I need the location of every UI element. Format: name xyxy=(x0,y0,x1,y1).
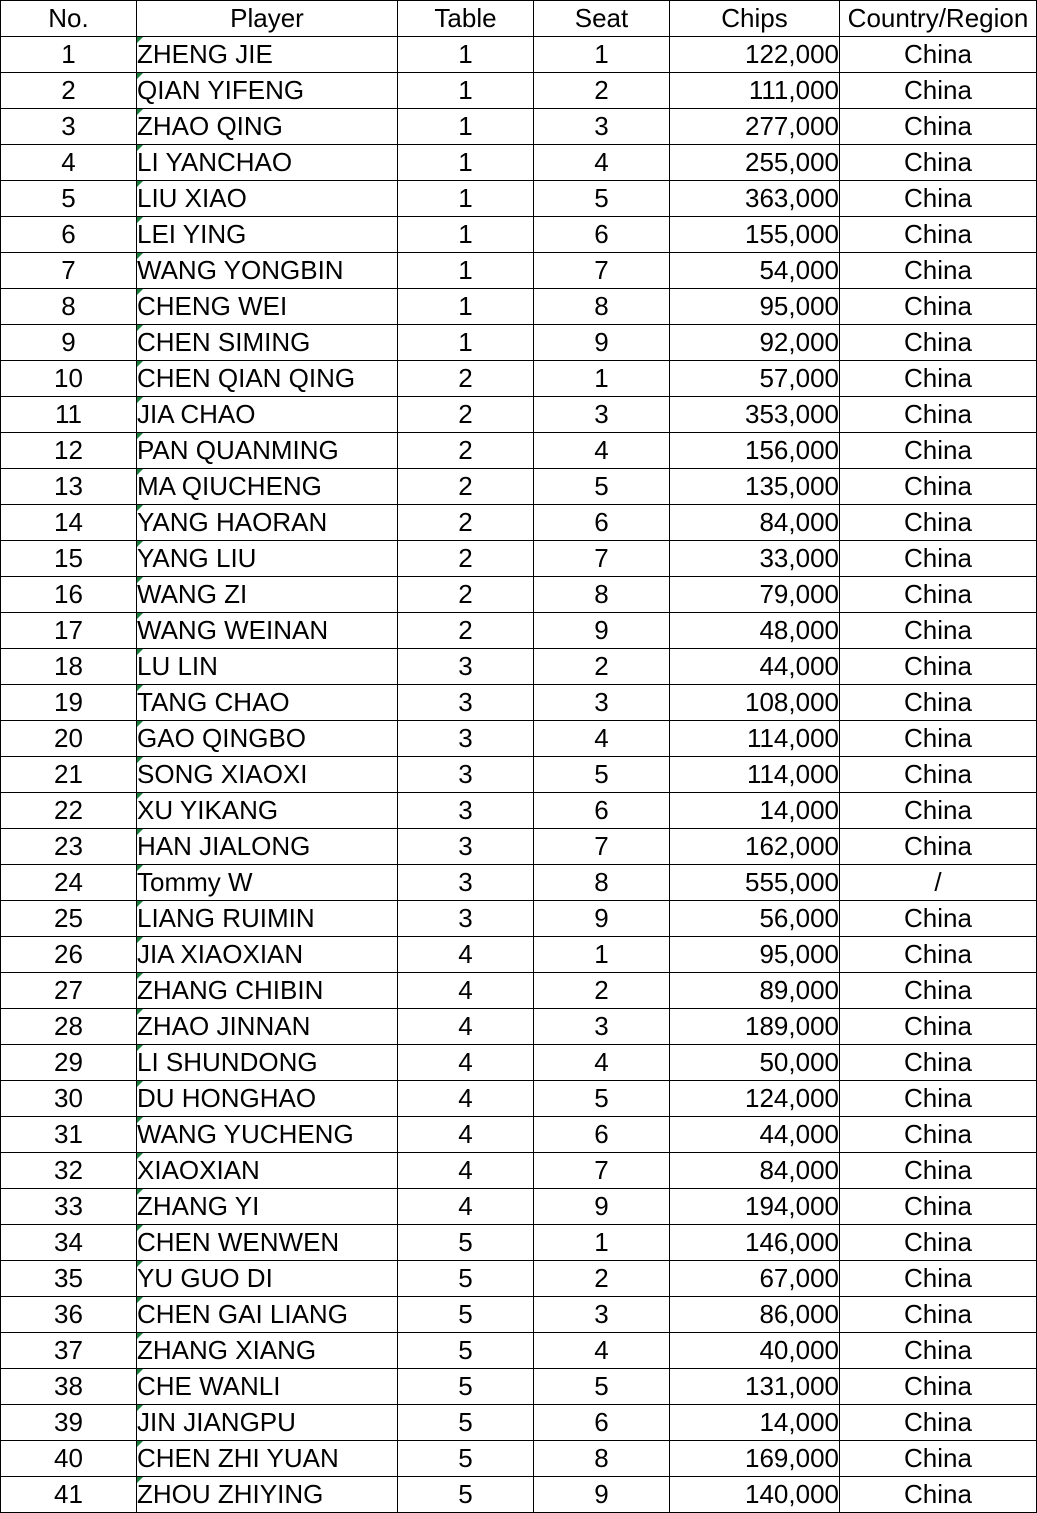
cell-no[interactable]: 34 xyxy=(1,1225,137,1261)
cell-country[interactable]: China xyxy=(840,361,1037,397)
cell-chips[interactable]: 555,000 xyxy=(670,865,840,901)
cell-no[interactable]: 23 xyxy=(1,829,137,865)
cell-country[interactable]: China xyxy=(840,1225,1037,1261)
cell-player[interactable]: JIA CHAO xyxy=(137,397,398,433)
cell-no[interactable]: 25 xyxy=(1,901,137,937)
cell-chips[interactable]: 44,000 xyxy=(670,1117,840,1153)
cell-seat[interactable]: 7 xyxy=(534,253,670,289)
cell-table[interactable]: 3 xyxy=(398,649,534,685)
cell-country[interactable]: China xyxy=(840,973,1037,1009)
cell-no[interactable]: 24 xyxy=(1,865,137,901)
cell-country[interactable]: China xyxy=(840,1405,1037,1441)
cell-no[interactable]: 6 xyxy=(1,217,137,253)
cell-chips[interactable]: 194,000 xyxy=(670,1189,840,1225)
cell-no[interactable]: 38 xyxy=(1,1369,137,1405)
header-chips[interactable]: Chips xyxy=(670,1,840,37)
header-table[interactable]: Table xyxy=(398,1,534,37)
cell-player[interactable]: LU LIN xyxy=(137,649,398,685)
cell-seat[interactable]: 8 xyxy=(534,1441,670,1477)
cell-seat[interactable]: 4 xyxy=(534,433,670,469)
cell-seat[interactable]: 6 xyxy=(534,505,670,541)
cell-player[interactable]: ZHENG JIE xyxy=(137,37,398,73)
cell-country[interactable]: China xyxy=(840,1297,1037,1333)
cell-table[interactable]: 2 xyxy=(398,613,534,649)
table-row xyxy=(1,1225,1037,1261)
table-row xyxy=(1,397,1037,433)
cell-no[interactable]: 4 xyxy=(1,145,137,181)
cell-table[interactable]: 5 xyxy=(398,1369,534,1405)
cell-table[interactable]: 3 xyxy=(398,865,534,901)
cell-chips[interactable]: 89,000 xyxy=(670,973,840,1009)
cell-seat[interactable]: 8 xyxy=(534,577,670,613)
table-row xyxy=(1,685,1037,721)
table-row xyxy=(1,109,1037,145)
cell-country[interactable]: China xyxy=(840,433,1037,469)
table-row xyxy=(1,1441,1037,1477)
cell-chips[interactable]: 40,000 xyxy=(670,1333,840,1369)
cell-chips[interactable]: 111,000 xyxy=(670,73,840,109)
table-row xyxy=(1,1369,1037,1405)
table-row xyxy=(1,289,1037,325)
cell-player[interactable]: CHE WANLI xyxy=(137,1369,398,1405)
cell-chips[interactable]: 84,000 xyxy=(670,505,840,541)
cell-no[interactable]: 7 xyxy=(1,253,137,289)
table-row xyxy=(1,757,1037,793)
cell-country[interactable]: China xyxy=(840,1045,1037,1081)
cell-table[interactable]: 2 xyxy=(398,577,534,613)
cell-seat[interactable]: 1 xyxy=(534,361,670,397)
table-row xyxy=(1,145,1037,181)
cell-chips[interactable]: 95,000 xyxy=(670,289,840,325)
cell-seat[interactable]: 3 xyxy=(534,397,670,433)
cell-seat[interactable]: 1 xyxy=(534,37,670,73)
cell-no[interactable]: 8 xyxy=(1,289,137,325)
cell-chips[interactable]: 189,000 xyxy=(670,1009,840,1045)
cell-no[interactable]: 2 xyxy=(1,73,137,109)
cell-player[interactable]: HAN JIALONG xyxy=(137,829,398,865)
cell-table[interactable]: 3 xyxy=(398,721,534,757)
cell-player[interactable]: LIANG RUIMIN xyxy=(137,901,398,937)
cell-player[interactable]: ZHAO QING xyxy=(137,109,398,145)
cell-chips[interactable]: 169,000 xyxy=(670,1441,840,1477)
cell-seat[interactable]: 6 xyxy=(534,1117,670,1153)
cell-chips[interactable]: 122,000 xyxy=(670,37,840,73)
cell-no[interactable]: 18 xyxy=(1,649,137,685)
cell-country[interactable]: China xyxy=(840,937,1037,973)
cell-country[interactable]: China xyxy=(840,757,1037,793)
cell-no[interactable]: 39 xyxy=(1,1405,137,1441)
cell-player[interactable]: JIA XIAOXIAN xyxy=(137,937,398,973)
table-body xyxy=(1,37,1037,1513)
cell-chips[interactable]: 277,000 xyxy=(670,109,840,145)
cell-player[interactable]: LEI YING xyxy=(137,217,398,253)
cell-no[interactable]: 16 xyxy=(1,577,137,613)
cell-player[interactable]: ZHANG CHIBIN xyxy=(137,973,398,1009)
header-row xyxy=(1,1,1037,37)
cell-player[interactable]: CHEN GAI LIANG xyxy=(137,1297,398,1333)
cell-table[interactable]: 3 xyxy=(398,685,534,721)
cell-seat[interactable]: 2 xyxy=(534,973,670,1009)
cell-chips[interactable]: 95,000 xyxy=(670,937,840,973)
cell-country[interactable]: China xyxy=(840,289,1037,325)
table-row xyxy=(1,973,1037,1009)
cell-chips[interactable]: 114,000 xyxy=(670,721,840,757)
cell-chips[interactable]: 255,000 xyxy=(670,145,840,181)
cell-seat[interactable]: 1 xyxy=(534,1225,670,1261)
cell-country[interactable]: China xyxy=(840,1333,1037,1369)
cell-chips[interactable]: 14,000 xyxy=(670,793,840,829)
cell-table[interactable]: 4 xyxy=(398,937,534,973)
cell-table[interactable]: 4 xyxy=(398,1153,534,1189)
cell-table[interactable]: 2 xyxy=(398,541,534,577)
table-row xyxy=(1,325,1037,361)
table-row xyxy=(1,1081,1037,1117)
cell-chips[interactable]: 92,000 xyxy=(670,325,840,361)
cell-seat[interactable]: 9 xyxy=(534,325,670,361)
cell-player[interactable]: LI YANCHAO xyxy=(137,145,398,181)
cell-table[interactable]: 3 xyxy=(398,829,534,865)
cell-player[interactable]: WANG YONGBIN xyxy=(137,253,398,289)
cell-table[interactable]: 2 xyxy=(398,505,534,541)
cell-table[interactable]: 1 xyxy=(398,37,534,73)
cell-seat[interactable]: 2 xyxy=(534,649,670,685)
cell-country[interactable]: China xyxy=(840,469,1037,505)
cell-no[interactable]: 19 xyxy=(1,685,137,721)
cell-seat[interactable]: 7 xyxy=(534,829,670,865)
cell-table[interactable]: 5 xyxy=(398,1333,534,1369)
cell-chips[interactable]: 67,000 xyxy=(670,1261,840,1297)
cell-no[interactable]: 35 xyxy=(1,1261,137,1297)
cell-country[interactable]: China xyxy=(840,145,1037,181)
cell-table[interactable]: 3 xyxy=(398,793,534,829)
cell-no[interactable]: 36 xyxy=(1,1297,137,1333)
cell-seat[interactable]: 3 xyxy=(534,1297,670,1333)
cell-table[interactable]: 1 xyxy=(398,181,534,217)
header-no[interactable]: No. xyxy=(1,1,137,37)
cell-country[interactable]: China xyxy=(840,1441,1037,1477)
cell-table[interactable]: 4 xyxy=(398,1081,534,1117)
table-row xyxy=(1,937,1037,973)
cell-seat[interactable]: 1 xyxy=(534,937,670,973)
cell-seat[interactable]: 9 xyxy=(534,1477,670,1513)
table-row xyxy=(1,1153,1037,1189)
cell-country[interactable]: / xyxy=(840,865,1037,901)
cell-player[interactable]: CHEN WENWEN xyxy=(137,1225,398,1261)
cell-player[interactable]: ZHANG XIANG xyxy=(137,1333,398,1369)
cell-country[interactable]: China xyxy=(840,1081,1037,1117)
cell-player[interactable]: WANG YUCHENG xyxy=(137,1117,398,1153)
header-country[interactable]: Country/Region xyxy=(840,1,1037,37)
cell-country[interactable]: China xyxy=(840,1009,1037,1045)
cell-seat[interactable]: 3 xyxy=(534,109,670,145)
cell-seat[interactable]: 5 xyxy=(534,1369,670,1405)
cell-seat[interactable]: 7 xyxy=(534,541,670,577)
cell-country[interactable]: China xyxy=(840,793,1037,829)
cell-player[interactable]: Tommy W xyxy=(137,865,398,901)
cell-table[interactable]: 2 xyxy=(398,469,534,505)
cell-table[interactable]: 5 xyxy=(398,1441,534,1477)
cell-player[interactable]: LI SHUNDONG xyxy=(137,1045,398,1081)
cell-country[interactable]: China xyxy=(840,1369,1037,1405)
cell-seat[interactable]: 5 xyxy=(534,1081,670,1117)
table-row xyxy=(1,1045,1037,1081)
cell-player[interactable]: DU HONGHAO xyxy=(137,1081,398,1117)
cell-no[interactable]: 11 xyxy=(1,397,137,433)
cell-player[interactable]: CHEN QIAN QING xyxy=(137,361,398,397)
cell-seat[interactable]: 4 xyxy=(534,1045,670,1081)
cell-table[interactable]: 1 xyxy=(398,217,534,253)
cell-no[interactable]: 32 xyxy=(1,1153,137,1189)
cell-no[interactable]: 26 xyxy=(1,937,137,973)
table-row xyxy=(1,253,1037,289)
cell-no[interactable]: 17 xyxy=(1,613,137,649)
cell-no[interactable]: 20 xyxy=(1,721,137,757)
cell-country[interactable]: China xyxy=(840,685,1037,721)
table-header xyxy=(1,1,1037,37)
table-row xyxy=(1,37,1037,73)
table-row xyxy=(1,1009,1037,1045)
cell-no[interactable]: 3 xyxy=(1,109,137,145)
cell-no[interactable]: 27 xyxy=(1,973,137,1009)
cell-country[interactable]: China xyxy=(840,181,1037,217)
table-row xyxy=(1,577,1037,613)
cell-no[interactable]: 37 xyxy=(1,1333,137,1369)
cell-chips[interactable]: 54,000 xyxy=(670,253,840,289)
cell-country[interactable]: China xyxy=(840,253,1037,289)
cell-table[interactable]: 4 xyxy=(398,973,534,1009)
table-row xyxy=(1,361,1037,397)
table-row xyxy=(1,541,1037,577)
cell-chips[interactable]: 162,000 xyxy=(670,829,840,865)
cell-seat[interactable]: 3 xyxy=(534,1009,670,1045)
cell-seat[interactable]: 6 xyxy=(534,793,670,829)
cell-table[interactable]: 1 xyxy=(398,325,534,361)
cell-player[interactable]: LIU XIAO xyxy=(137,181,398,217)
cell-player[interactable]: MA QIUCHENG xyxy=(137,469,398,505)
cell-player[interactable]: WANG WEINAN xyxy=(137,613,398,649)
header-player[interactable]: Player xyxy=(137,1,398,37)
table-row xyxy=(1,433,1037,469)
cell-seat[interactable]: 2 xyxy=(534,73,670,109)
table-row xyxy=(1,721,1037,757)
cell-no[interactable]: 1 xyxy=(1,37,137,73)
cell-table[interactable]: 2 xyxy=(398,361,534,397)
cell-player[interactable]: GAO QINGBO xyxy=(137,721,398,757)
cell-player[interactable]: XIAOXIAN xyxy=(137,1153,398,1189)
cell-table[interactable]: 1 xyxy=(398,145,534,181)
cell-table[interactable]: 4 xyxy=(398,1045,534,1081)
cell-country[interactable]: China xyxy=(840,1189,1037,1225)
cell-no[interactable]: 29 xyxy=(1,1045,137,1081)
cell-country[interactable]: China xyxy=(840,1153,1037,1189)
cell-player[interactable]: CHEN SIMING xyxy=(137,325,398,361)
table-row xyxy=(1,1117,1037,1153)
cell-seat[interactable]: 9 xyxy=(534,613,670,649)
cell-table[interactable]: 2 xyxy=(398,397,534,433)
table-row xyxy=(1,865,1037,901)
cell-chips[interactable]: 56,000 xyxy=(670,901,840,937)
cell-seat[interactable]: 5 xyxy=(534,181,670,217)
table-row xyxy=(1,1261,1037,1297)
cell-country[interactable]: China xyxy=(840,397,1037,433)
cell-player[interactable]: ZHANG YI xyxy=(137,1189,398,1225)
cell-chips[interactable]: 114,000 xyxy=(670,757,840,793)
cell-country[interactable]: China xyxy=(840,901,1037,937)
cell-player[interactable]: ZHOU ZHIYING xyxy=(137,1477,398,1513)
cell-player[interactable]: ZHAO JINNAN xyxy=(137,1009,398,1045)
cell-table[interactable]: 4 xyxy=(398,1009,534,1045)
cell-no[interactable]: 10 xyxy=(1,361,137,397)
table-row xyxy=(1,613,1037,649)
cell-country[interactable]: China xyxy=(840,577,1037,613)
cell-table[interactable]: 3 xyxy=(398,757,534,793)
cell-chips[interactable]: 50,000 xyxy=(670,1045,840,1081)
cell-table[interactable]: 1 xyxy=(398,253,534,289)
cell-seat[interactable]: 8 xyxy=(534,865,670,901)
cell-player[interactable]: CHENG WEI xyxy=(137,289,398,325)
cell-table[interactable]: 5 xyxy=(398,1261,534,1297)
cell-no[interactable]: 28 xyxy=(1,1009,137,1045)
cell-chips[interactable]: 155,000 xyxy=(670,217,840,253)
cell-player[interactable]: CHEN ZHI YUAN xyxy=(137,1441,398,1477)
cell-player[interactable]: YANG LIU xyxy=(137,541,398,577)
cell-table[interactable]: 4 xyxy=(398,1117,534,1153)
cell-player[interactable]: WANG ZI xyxy=(137,577,398,613)
cell-no[interactable]: 31 xyxy=(1,1117,137,1153)
cell-player[interactable]: XU YIKANG xyxy=(137,793,398,829)
cell-chips[interactable]: 44,000 xyxy=(670,649,840,685)
cell-table[interactable]: 5 xyxy=(398,1405,534,1441)
cell-table[interactable]: 1 xyxy=(398,109,534,145)
table-row xyxy=(1,1189,1037,1225)
cell-chips[interactable]: 146,000 xyxy=(670,1225,840,1261)
cell-no[interactable]: 33 xyxy=(1,1189,137,1225)
cell-chips[interactable]: 33,000 xyxy=(670,541,840,577)
cell-country[interactable]: China xyxy=(840,829,1037,865)
cell-no[interactable]: 12 xyxy=(1,433,137,469)
cell-player[interactable]: PAN QUANMING xyxy=(137,433,398,469)
cell-no[interactable]: 5 xyxy=(1,181,137,217)
cell-table[interactable]: 5 xyxy=(398,1477,534,1513)
cell-chips[interactable]: 79,000 xyxy=(670,577,840,613)
cell-chips[interactable]: 353,000 xyxy=(670,397,840,433)
cell-country[interactable]: China xyxy=(840,613,1037,649)
cell-no[interactable]: 40 xyxy=(1,1441,137,1477)
cell-seat[interactable]: 7 xyxy=(534,1153,670,1189)
cell-chips[interactable]: 140,000 xyxy=(670,1477,840,1513)
cell-chips[interactable]: 131,000 xyxy=(670,1369,840,1405)
cell-player[interactable]: QIAN YIFENG xyxy=(137,73,398,109)
cell-player[interactable]: TANG CHAO xyxy=(137,685,398,721)
table-row xyxy=(1,793,1037,829)
cell-table[interactable]: 5 xyxy=(398,1225,534,1261)
cell-country[interactable]: China xyxy=(840,217,1037,253)
cell-no[interactable]: 21 xyxy=(1,757,137,793)
cell-country[interactable]: China xyxy=(840,109,1037,145)
table-row xyxy=(1,901,1037,937)
cell-country[interactable]: China xyxy=(840,37,1037,73)
cell-country[interactable]: China xyxy=(840,1477,1037,1513)
table-row xyxy=(1,181,1037,217)
cell-no[interactable]: 14 xyxy=(1,505,137,541)
cell-table[interactable]: 1 xyxy=(398,289,534,325)
cell-seat[interactable]: 5 xyxy=(534,757,670,793)
cell-country[interactable]: China xyxy=(840,325,1037,361)
cell-player[interactable]: SONG XIAOXI xyxy=(137,757,398,793)
cell-seat[interactable]: 6 xyxy=(534,1405,670,1441)
cell-no[interactable]: 15 xyxy=(1,541,137,577)
cell-seat[interactable]: 5 xyxy=(534,469,670,505)
cell-table[interactable]: 5 xyxy=(398,1297,534,1333)
cell-country[interactable]: China xyxy=(840,649,1037,685)
table-row xyxy=(1,1333,1037,1369)
table-row xyxy=(1,649,1037,685)
table-row xyxy=(1,1405,1037,1441)
cell-country[interactable]: China xyxy=(840,721,1037,757)
cell-player[interactable]: YU GUO DI xyxy=(137,1261,398,1297)
cell-seat[interactable]: 9 xyxy=(534,901,670,937)
cell-no[interactable]: 41 xyxy=(1,1477,137,1513)
cell-country[interactable]: China xyxy=(840,541,1037,577)
cell-chips[interactable]: 156,000 xyxy=(670,433,840,469)
cell-table[interactable]: 4 xyxy=(398,1189,534,1225)
cell-no[interactable]: 30 xyxy=(1,1081,137,1117)
cell-seat[interactable]: 4 xyxy=(534,145,670,181)
cell-chips[interactable]: 135,000 xyxy=(670,469,840,505)
table-row xyxy=(1,217,1037,253)
cell-country[interactable]: China xyxy=(840,505,1037,541)
cell-no[interactable]: 9 xyxy=(1,325,137,361)
cell-chips[interactable]: 57,000 xyxy=(670,361,840,397)
cell-player[interactable]: YANG HAORAN xyxy=(137,505,398,541)
cell-chips[interactable]: 124,000 xyxy=(670,1081,840,1117)
cell-country[interactable]: China xyxy=(840,1117,1037,1153)
cell-no[interactable]: 22 xyxy=(1,793,137,829)
table-row xyxy=(1,505,1037,541)
cell-seat[interactable]: 2 xyxy=(534,1261,670,1297)
cell-seat[interactable]: 6 xyxy=(534,217,670,253)
table-row xyxy=(1,73,1037,109)
cell-country[interactable]: China xyxy=(840,1261,1037,1297)
cell-chips[interactable]: 86,000 xyxy=(670,1297,840,1333)
cell-chips[interactable]: 108,000 xyxy=(670,685,840,721)
cell-chips[interactable]: 84,000 xyxy=(670,1153,840,1189)
table-row xyxy=(1,829,1037,865)
cell-table[interactable]: 1 xyxy=(398,73,534,109)
table-row xyxy=(1,1297,1037,1333)
cell-seat[interactable]: 9 xyxy=(534,1189,670,1225)
cell-no[interactable]: 13 xyxy=(1,469,137,505)
table-row xyxy=(1,469,1037,505)
cell-player[interactable]: JIN JIANGPU xyxy=(137,1405,398,1441)
cell-chips[interactable]: 363,000 xyxy=(670,181,840,217)
header-seat[interactable]: Seat xyxy=(534,1,670,37)
cell-chips[interactable]: 14,000 xyxy=(670,1405,840,1441)
cell-seat[interactable]: 4 xyxy=(534,721,670,757)
cell-table[interactable]: 3 xyxy=(398,901,534,937)
cell-seat[interactable]: 8 xyxy=(534,289,670,325)
cell-country[interactable]: China xyxy=(840,73,1037,109)
cell-seat[interactable]: 3 xyxy=(534,685,670,721)
cell-seat[interactable]: 4 xyxy=(534,1333,670,1369)
table-row xyxy=(1,1477,1037,1513)
cell-table[interactable]: 2 xyxy=(398,433,534,469)
cell-chips[interactable]: 48,000 xyxy=(670,613,840,649)
